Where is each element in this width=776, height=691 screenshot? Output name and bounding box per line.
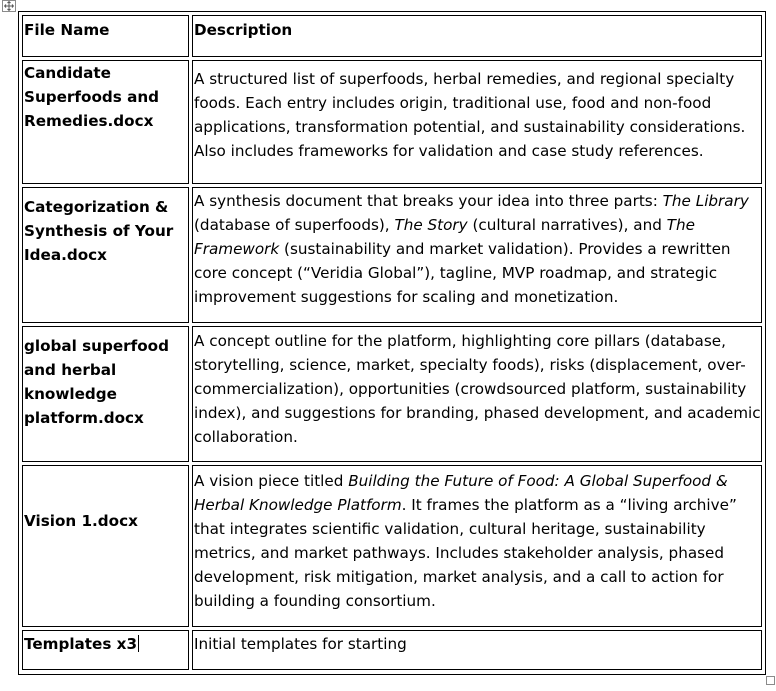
text-cursor [138,635,139,652]
table-row-5-file-name[interactable] [22,630,189,670]
table-row-4-description[interactable] [192,465,762,627]
header-description[interactable] [192,15,762,57]
description-text: A concept outline for the platform, highlighting core pillars (database, storytelling, science, market, specialty foods), risks (displacement, over-commercialization), opportunities (crowdsourced platform, sustainability index), and suggestions for branding, phased development, and academic collaboration. [194,332,761,446]
description-text: A vision piece titled Building the Future of Food: A Global Superfood & Herbal Knowledge Platform. It frames the platform as a “living archive” that integrates scientific validation, cultural heritage, sustainability metrics, and market pathways. Includes stakeholder analysis, phased development, risk mitigation, market analysis, and a call to action for building a founding consortium. [194,472,737,610]
table-row-1-description[interactable] [192,60,762,184]
header-file-name[interactable] [22,15,189,57]
table-row-1-file-name[interactable] [22,60,189,184]
table-resize-handle[interactable] [766,676,775,685]
table-move-handle[interactable] [2,0,16,12]
file-name-text: global superfood and herbal knowledge platform.docx [24,337,169,427]
move-arrows-icon [3,1,15,11]
table-row-3-file-name[interactable] [22,326,189,462]
file-name-text: Vision 1.docx [24,512,138,530]
header-file-name-text: File Name [24,21,110,39]
table-row-5-description[interactable] [192,630,762,670]
table-row-3-description[interactable] [192,326,762,462]
file-name-text: Templates x3 [24,635,138,653]
table-row-4-file-name[interactable] [22,465,189,627]
description-text: Initial templates for starting [194,635,407,653]
table-row-2-file-name[interactable] [22,187,189,323]
header-description-text: Description [194,21,293,39]
table-row-2-description[interactable] [192,187,762,323]
description-text: A structured list of superfoods, herbal remedies, and regional specialty foods. Each entry includes origin, traditional use, food and non-food applications, transformation potential, and sustainability considerations. Also includes frameworks for validation and case study references. [194,70,746,160]
description-text: A synthesis document that breaks your idea into three parts: The Library (database of superfoods), The Story (cultural narratives), and The Framework (sustainability and market validation). Provides a rewritten core concept (“Veridia Global”), tagline, MVP roadmap, and strategic improvement suggestions for scaling and monetization. [194,192,749,306]
file-name-text: Categorization & Synthesis of Your Idea.docx [24,198,174,264]
file-name-text: Candidate Superfoods and Remedies.docx [24,64,160,130]
